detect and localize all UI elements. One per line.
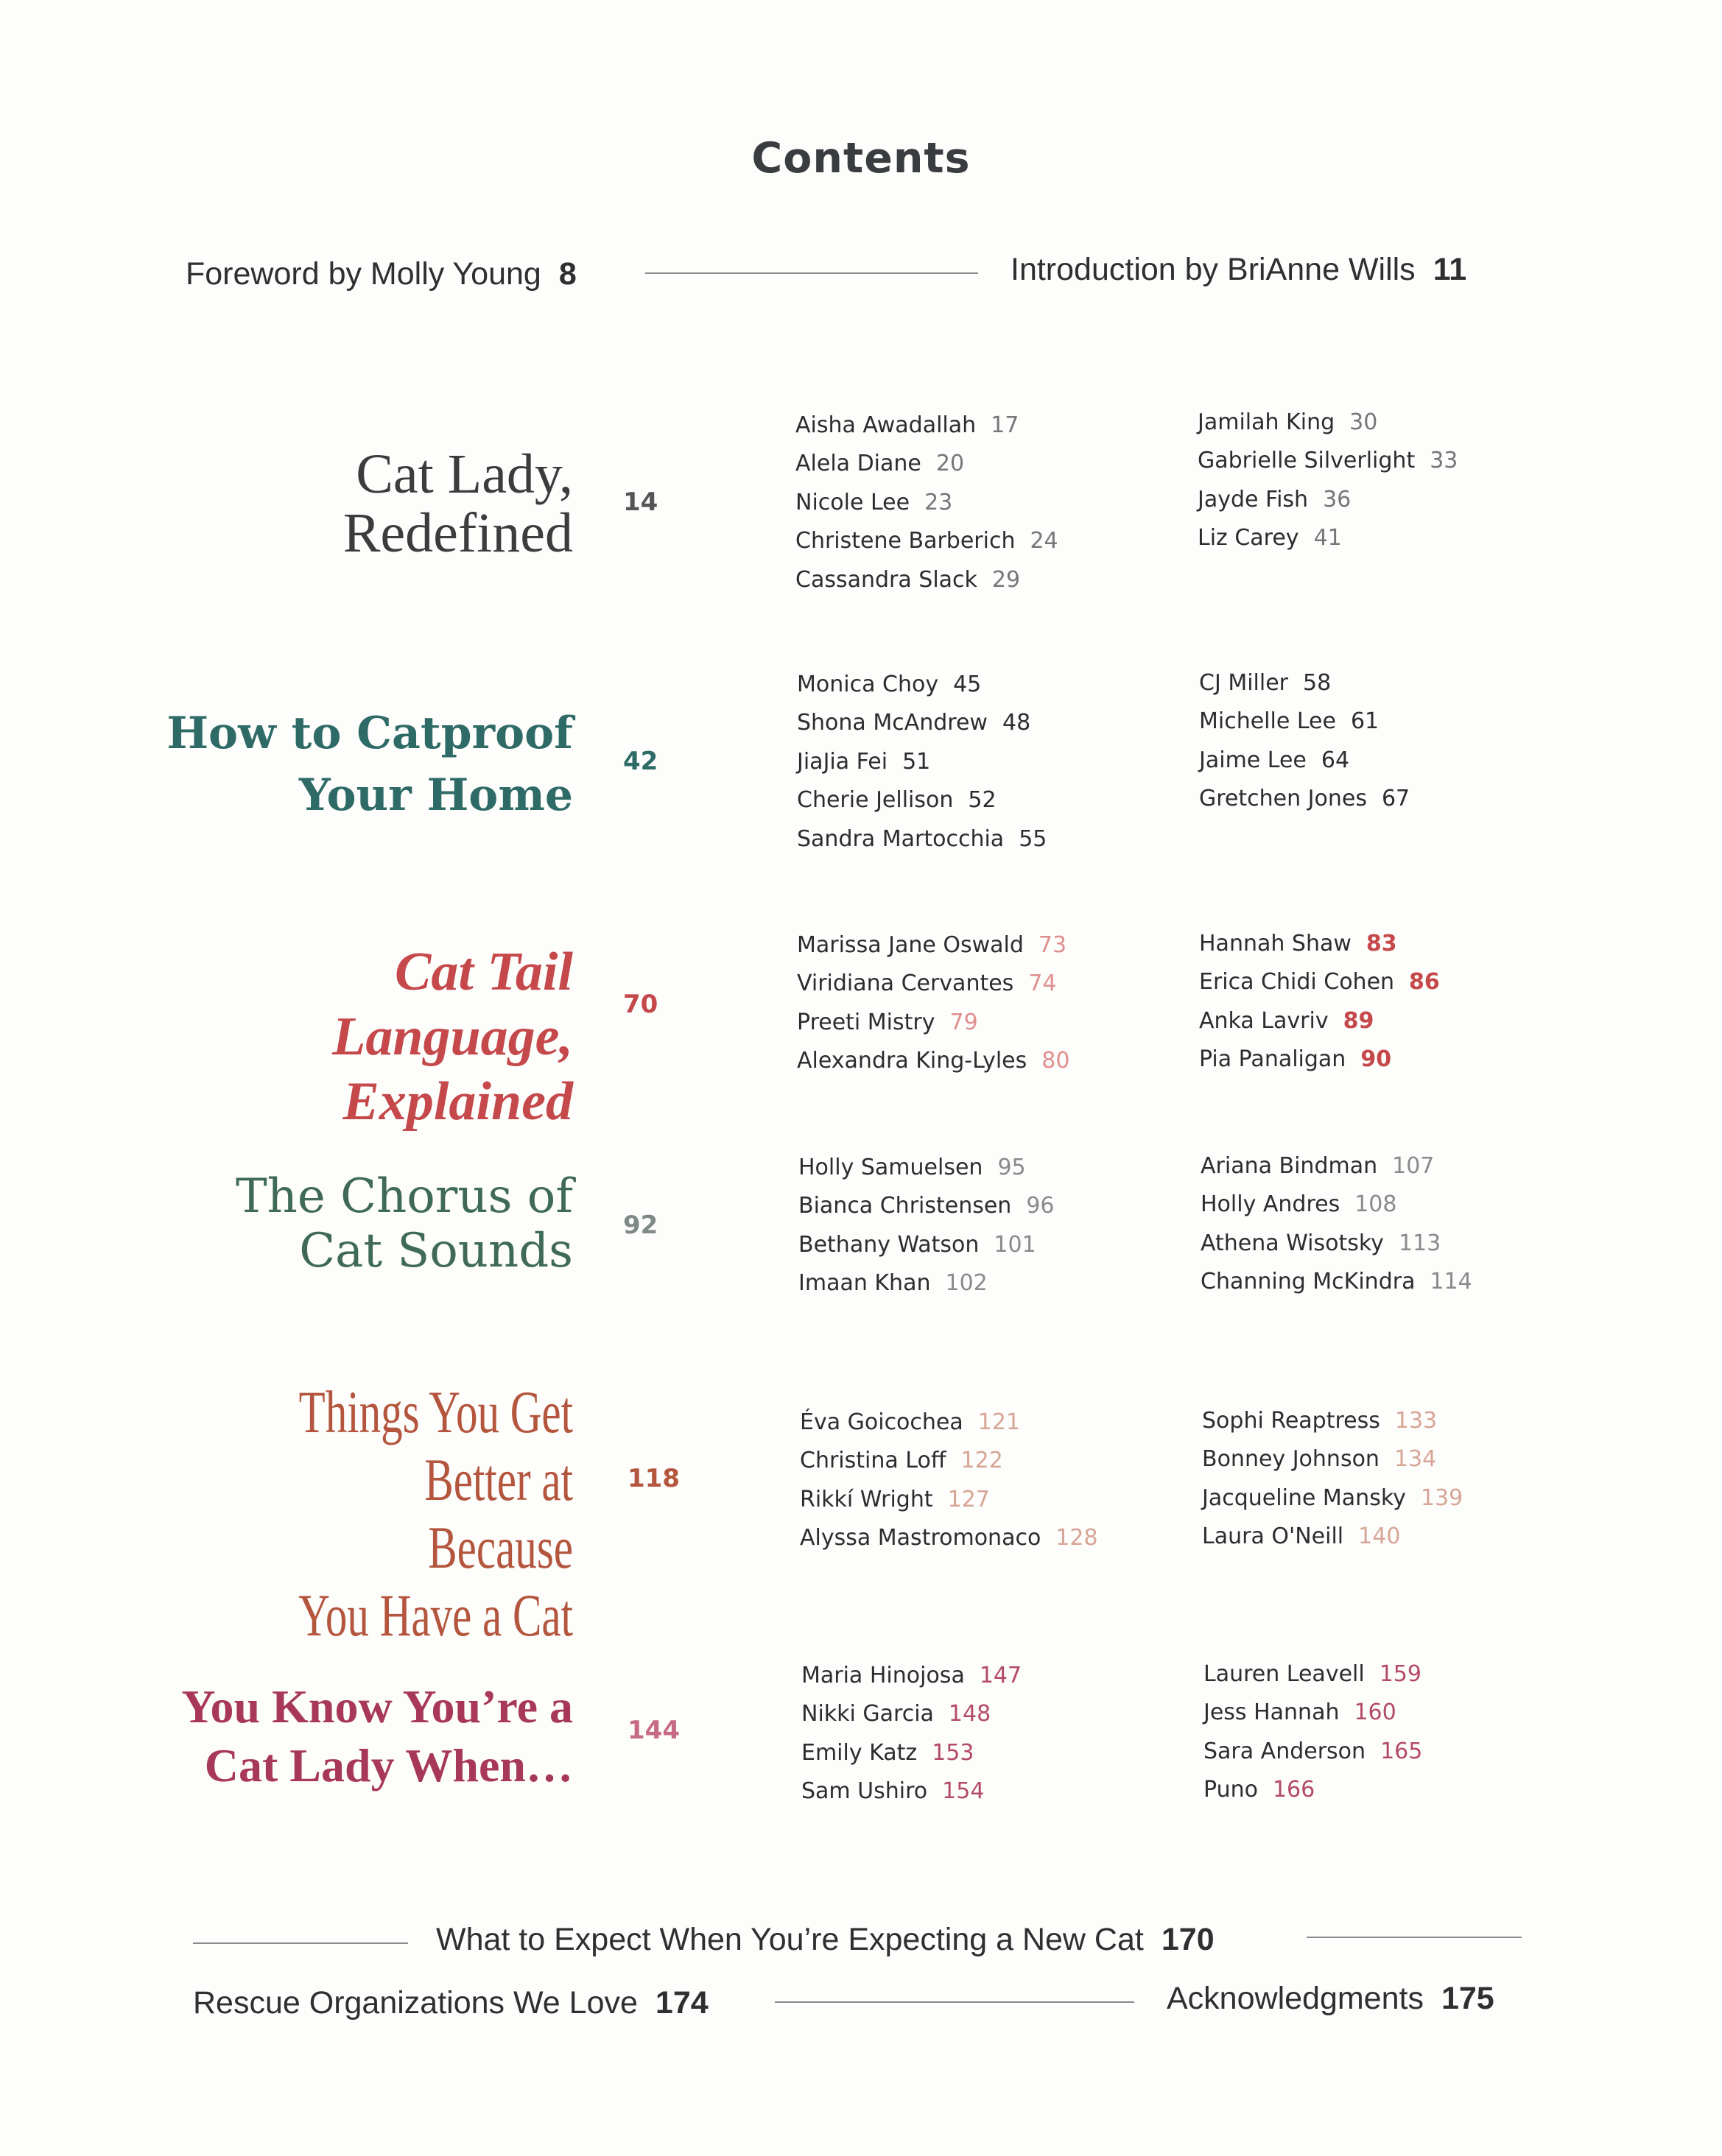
section-title-line: Cat Lady, [356,443,573,505]
divider-rule [645,272,978,274]
list-item[interactable]: Gretchen Jones 67 [1199,786,1410,812]
list-item[interactable]: Alyssa Mastromonaco 128 [800,1525,1098,1551]
section-3-column-2 [1199,925,1582,1079]
section-5-column-1 [800,1403,1183,1558]
list-item[interactable]: Puno 166 [1203,1777,1315,1803]
section-title-line: Your Home [298,769,573,821]
list-item[interactable]: Alela Diane 20 [795,451,965,477]
section-title-line: You Know You’re a [181,1680,573,1733]
section-title-line: Cat Tail Language, [332,942,573,1067]
list-item[interactable]: Hannah Shaw 83 [1199,931,1397,957]
list-item[interactable]: CJ Miller 58 [1199,670,1332,696]
list-item[interactable]: Holly Andres 108 [1201,1191,1397,1218]
section-6-column-1 [801,1657,1184,1811]
list-item[interactable]: Sam Ushiro 154 [801,1778,985,1805]
list-item[interactable]: Aisha Awadallah 17 [795,412,1019,438]
list-item[interactable]: Jaime Lee 64 [1199,747,1350,773]
section-title-line: You Have a Cat [298,1582,573,1649]
section-1-column-2 [1198,404,1581,558]
divider-rule [193,1942,408,1944]
foreword-page: 8 [558,256,577,292]
section-title-line: Explained [342,1071,573,1132]
list-item[interactable]: Shona McAndrew 48 [797,710,1031,736]
section-1-column-1 [795,406,1178,599]
list-item[interactable]: Athena Wisotsky 113 [1201,1230,1441,1256]
list-item[interactable]: Ariana Bindman 107 [1201,1153,1435,1179]
section-title-line: Cat Sounds [299,1224,573,1278]
section-title-line: How to Catproof [166,708,573,759]
divider-rule [1307,1937,1522,1938]
list-item[interactable]: Laura O'Neill 140 [1202,1523,1401,1550]
acknowledgments-entry[interactable] [1167,1981,1494,2017]
list-item[interactable]: Cassandra Slack 29 [795,566,1021,593]
list-item[interactable]: Imaan Khan 102 [798,1270,988,1297]
list-item[interactable]: Bonney Johnson 134 [1202,1446,1437,1473]
section-title-line: Better at Because [424,1446,573,1581]
list-item[interactable]: Cherie Jellison 52 [797,787,997,814]
section-title-things-you-get-better[interactable] [276,1378,573,1649]
section-title-line: Redefined [342,502,573,564]
section-title-line: Cat Lady When… [204,1739,573,1792]
list-item[interactable]: Nikki Garcia 148 [801,1701,991,1727]
section-title-you-know-cat-lady[interactable] [161,1677,573,1795]
list-item[interactable]: Monica Choy 45 [797,672,982,697]
list-item[interactable]: Gabrielle Silverlight 33 [1198,448,1458,474]
section-5-column-2 [1202,1402,1585,1557]
section-6-column-2 [1203,1655,1586,1810]
new-cat-entry[interactable] [436,1922,1215,1958]
list-item[interactable]: Erica Chidi Cohen 86 [1199,969,1440,996]
list-item[interactable]: Sandra Martocchia 55 [797,825,1047,852]
list-item[interactable]: Marissa Jane Oswald 73 [797,932,1067,958]
list-item[interactable]: Jayde Fish 36 [1198,486,1352,512]
rescue-label: Rescue Organizations We Love [193,1985,638,2021]
section-title-line: The Chorus of [235,1169,573,1224]
list-item[interactable]: JiaJia Fei 51 [797,748,931,775]
list-item[interactable]: Bethany Watson 101 [798,1231,1036,1258]
section-title-line: Things You Get [298,1378,573,1445]
section-page-number: 118 [628,1464,680,1493]
list-item[interactable]: Éva Goicochea 121 [800,1409,1021,1435]
foreword-entry[interactable] [186,256,577,292]
new-cat-page: 170 [1161,1922,1215,1957]
list-item[interactable]: Channing McKindra 114 [1201,1269,1472,1295]
introduction-page: 11 [1433,252,1467,287]
page-title: Contents [751,134,971,183]
list-item[interactable]: Bianca Christensen 96 [798,1193,1055,1219]
section-4-column-2 [1201,1147,1584,1302]
list-item[interactable]: Jamilah King 30 [1198,409,1378,435]
new-cat-label: What to Expect When You’re Expecting a New Cat [436,1922,1144,1957]
acknowledgments-page: 175 [1441,1981,1494,2016]
list-item[interactable]: Christina Loff 122 [800,1448,1003,1474]
introduction-entry[interactable] [1011,252,1466,288]
section-page-number: 70 [623,990,658,1019]
section-page-number: 144 [628,1716,680,1745]
list-item[interactable]: Preeti Mistry 79 [797,1009,978,1035]
section-2-column-2 [1199,664,1582,819]
section-4-column-1 [798,1149,1181,1303]
rescue-page: 174 [655,1985,709,2021]
foreword-label: Foreword by Molly Young [186,256,541,292]
introduction-label: Introduction by BriAnne Wills [1011,252,1416,287]
divider-rule [775,2001,1134,2003]
section-3-column-1 [797,926,1180,1081]
list-item[interactable]: Lauren Leavell 159 [1203,1661,1421,1687]
list-item[interactable]: Liz Carey 41 [1198,525,1342,552]
list-item[interactable]: Emily Katz 153 [801,1739,974,1766]
list-item[interactable]: Jacqueline Mansky 139 [1202,1484,1463,1511]
list-item[interactable]: Jess Hannah 160 [1203,1699,1396,1726]
rescue-entry[interactable] [193,1985,709,2021]
section-2-column-1 [797,666,1180,859]
section-title-catproof-home[interactable] [161,702,573,826]
list-item[interactable]: Alexandra King-Lyles 80 [797,1048,1070,1074]
list-item[interactable]: Nicole Lee 23 [795,489,953,515]
section-page-number: 92 [623,1211,658,1240]
list-item[interactable]: Rikkí Wright 127 [800,1486,990,1512]
list-item[interactable]: Pia Panaligan 90 [1199,1046,1392,1073]
section-title-chorus-cat-sounds[interactable] [161,1169,573,1278]
list-item[interactable]: Maria Hinojosa 147 [801,1663,1022,1688]
list-item[interactable]: Anka Lavriv 89 [1199,1007,1374,1034]
section-page-number: 14 [623,487,658,517]
section-page-number: 42 [623,747,658,776]
list-item[interactable]: Michelle Lee 61 [1199,708,1380,735]
list-item[interactable]: Holly Samuelsen 95 [798,1155,1026,1180]
list-item[interactable]: Sophi Reaptress 133 [1202,1408,1438,1434]
section-title-cat-lady-redefined[interactable] [161,445,573,563]
section-title-cat-tail-language[interactable] [161,940,573,1134]
list-item[interactable]: Christene Barberich 24 [795,528,1058,554]
list-item[interactable]: Viridiana Cervantes 74 [797,970,1057,997]
list-item[interactable]: Sara Anderson 165 [1203,1738,1423,1764]
acknowledgments-label: Acknowledgments [1167,1981,1424,2016]
